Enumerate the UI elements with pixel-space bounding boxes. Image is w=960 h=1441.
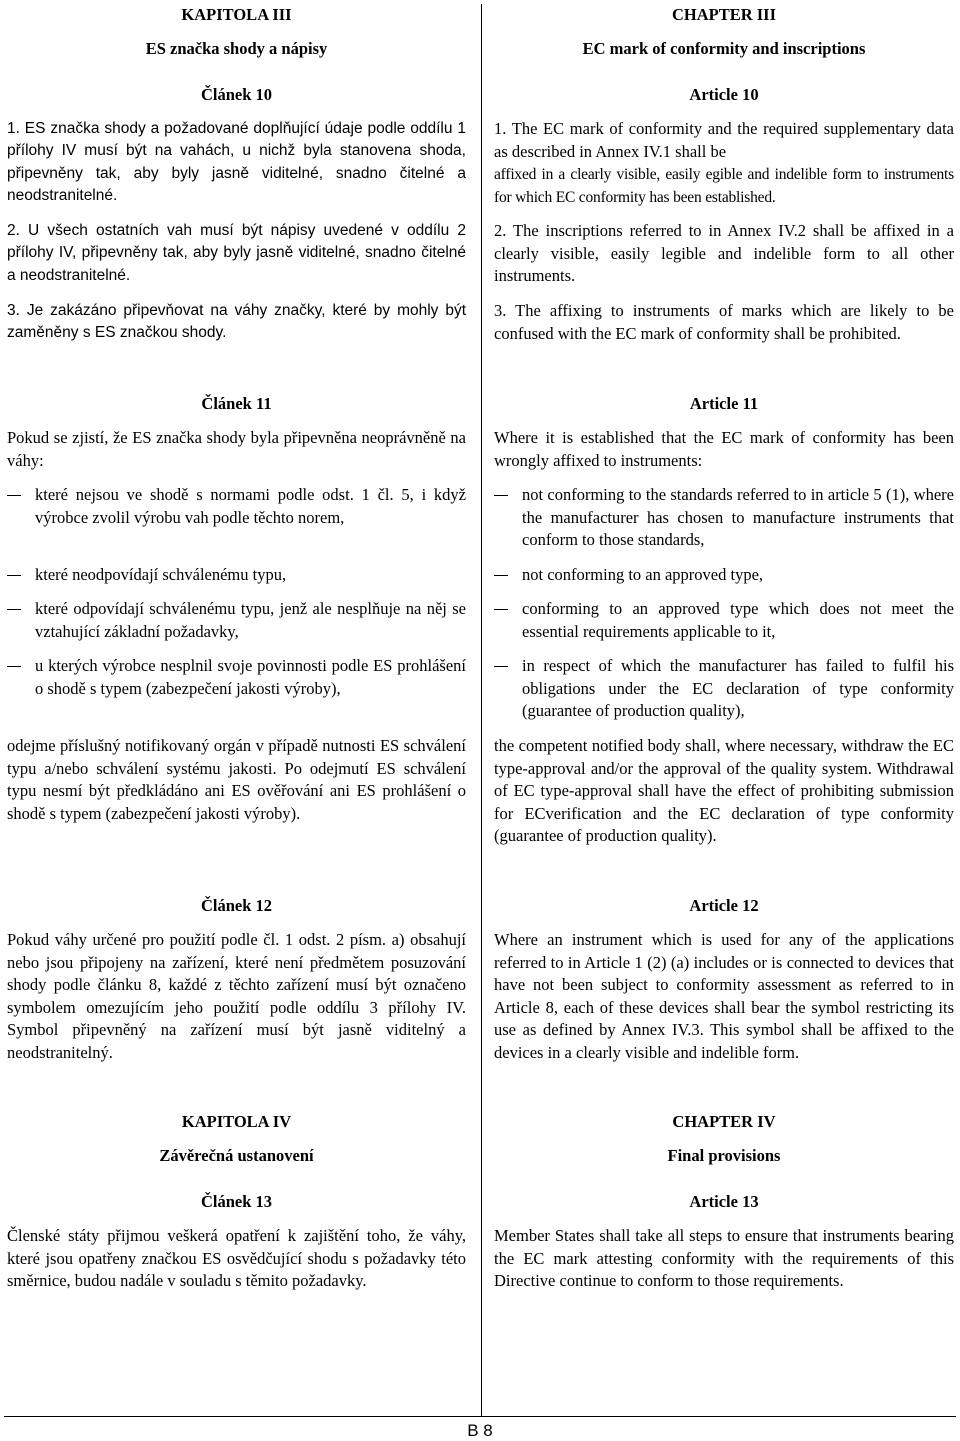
list-item xyxy=(494,484,954,552)
article-heading: Article 10 xyxy=(689,85,759,104)
chapter-subtitle: EC mark of conformity and inscriptions xyxy=(582,39,866,58)
column-divider xyxy=(481,4,482,1416)
list-item xyxy=(7,564,466,587)
paragraph: affixed in a clearly visible, easily egible and indelible form to instruments for which EC conformity has been established. xyxy=(494,166,954,206)
footer-rule xyxy=(4,1416,956,1417)
article-heading: Article 12 xyxy=(689,896,759,915)
paragraph: 2. U všech ostatních vah musí být nápisy uvedené v oddílu 2 přílohy IV, připevněny tak, aby byly jasně viditelné, snadno čitelné a neodstranitelné. xyxy=(7,222,466,284)
list-item xyxy=(7,598,466,643)
paragraph: Členské státy přijmou veškerá opatření k zajištění toho, že váhy, které jsou opatřeny značkou ES osvědčující shodu s požadavky této směrnice, budou nadále v souladu s těmito požadavky. xyxy=(7,1226,466,1291)
list-item xyxy=(494,598,954,643)
chapter-title: CHAPTER IV xyxy=(672,1112,776,1131)
list-item-text: které neodpovídají schválenému typu, xyxy=(35,565,287,584)
article-heading: Článek 12 xyxy=(200,896,273,915)
paragraph: 3. The affixing to instruments of marks which are likely to be confused with the EC mark of conformity shall be prohibited. xyxy=(494,301,954,343)
paragraph: Pokud se zjistí, že ES značka shody byla připevněna neoprávněně na váhy: xyxy=(7,428,466,470)
paragraph: Member States shall take all steps to ensure that instruments bearing the EC mark attesting conformity with the requirements of this Directive continue to conform to those requirements. xyxy=(494,1226,954,1291)
paragraph: 3. Je zakázáno připevňovat na váhy značky, které by mohly být zaměněny s ES značkou shody. xyxy=(7,302,466,342)
list-item xyxy=(494,564,954,587)
article-heading: Článek 11 xyxy=(201,394,272,413)
article-heading: Article 11 xyxy=(689,394,759,413)
chapter-subtitle: Final provisions xyxy=(667,1146,781,1165)
paragraph: Where it is established that the EC mark of conformity has been wrongly affixed to instruments: xyxy=(494,428,954,470)
list-item xyxy=(494,655,954,723)
list-item xyxy=(7,655,466,700)
paragraph: Pokud váhy určené pro použití podle čl. 1 odst. 2 písm. a) obsahují nebo jsou připojeny na zařízení, které není předmětem posuzování shody podle článku 8, každé z těchto zařízení musí být označeno symbolem omezujícím jeho použití podle oddílu 3 přílohy IV. Symbol připevněný na zařízení musí být jasně viditelný a neodstranitelný. xyxy=(7,930,466,1062)
list-item-text: in respect of which the manufacturer has failed to fulfil his obligations under the EC declaration of type conformity (guarantee of production quality), xyxy=(522,656,954,721)
list-item-text: conforming to an approved type which does not meet the essential requirements applicable to it, xyxy=(522,599,954,641)
paragraph: 1. The EC mark of conformity and the required supplementary data as described in Annex IV.1 shall be xyxy=(494,119,954,161)
page-number: B 8 xyxy=(467,1421,493,1440)
list-item-text: u kterých výrobce nesplnil svoje povinnosti podle ES prohlášení o shodě s typem (zabezpečení jakosti výroby), xyxy=(35,656,466,698)
article-heading: Article 13 xyxy=(689,1192,759,1211)
paragraph: the competent notified body shall, where necessary, withdraw the EC type-approval and/or the approval of the quality system. Withdrawal of EC type-approval shall have the effect of prohibiting submission for ECverification and the EC declaration of type conformity (guarantee of production quality). xyxy=(494,736,954,846)
list-item-text: které nejsou ve shodě s normami podle odst. 1 čl. 5, i když výrobce zvolil výrobu vah podle těchto norem, xyxy=(35,485,466,527)
list-item-text: not conforming to the standards referred to in article 5 (1), where the manufacturer has chosen to manufacture instruments that conform to those standards, xyxy=(522,485,954,550)
chapter-subtitle: Závěrečná ustanovení xyxy=(159,1146,314,1165)
list-item-text: not conforming to an approved type, xyxy=(522,565,764,584)
list-item xyxy=(7,484,466,529)
paragraph: Where an instrument which is used for any of the applications referred to in Article 1 (2) (a) includes or is connected to devices that have not been subject to conformity assessment as referred to in Article 8, each of these devices shall bear the symbol restricting its use as defined by Annex IV.3. This symbol shall be affixed to the devices in a clearly visible and indelible form. xyxy=(494,930,954,1062)
paragraph: odejme příslušný notifikovaný orgán v případě nutnosti ES schválení typu a/nebo schválení systému jakosti. Po odejmutí ES schválení typu nesmí být předkládáno ani ES ověřování ani ES prohlášení o shodě s typem (zabezpečení jakosti výroby). xyxy=(7,736,466,823)
chapter-title: CHAPTER III xyxy=(671,5,777,24)
article-heading: Článek 13 xyxy=(200,1192,273,1211)
article-heading: Článek 10 xyxy=(200,85,273,104)
chapter-title: KAPITOLA IV xyxy=(181,1112,292,1131)
paragraph: 2. The inscriptions referred to in Annex IV.2 shall be affixed in a clearly visible, easily legible and indelible form to all other instruments. xyxy=(494,221,954,286)
chapter-subtitle: ES značka shody a nápisy xyxy=(145,39,328,58)
chapter-title: KAPITOLA III xyxy=(181,5,292,24)
list-item-text: které odpovídají schválenému typu, jenž ale nesplňuje na něj se vztahující základní požadavky, xyxy=(35,599,466,641)
paragraph: 1. ES značka shody a požadované doplňující údaje podle oddílu 1 přílohy IV musí být na vahách, u nichž byla stanovena shoda, připevněny tak, aby byly jasně viditelné, snadno čitelné a neodstranitelné. xyxy=(7,120,466,205)
